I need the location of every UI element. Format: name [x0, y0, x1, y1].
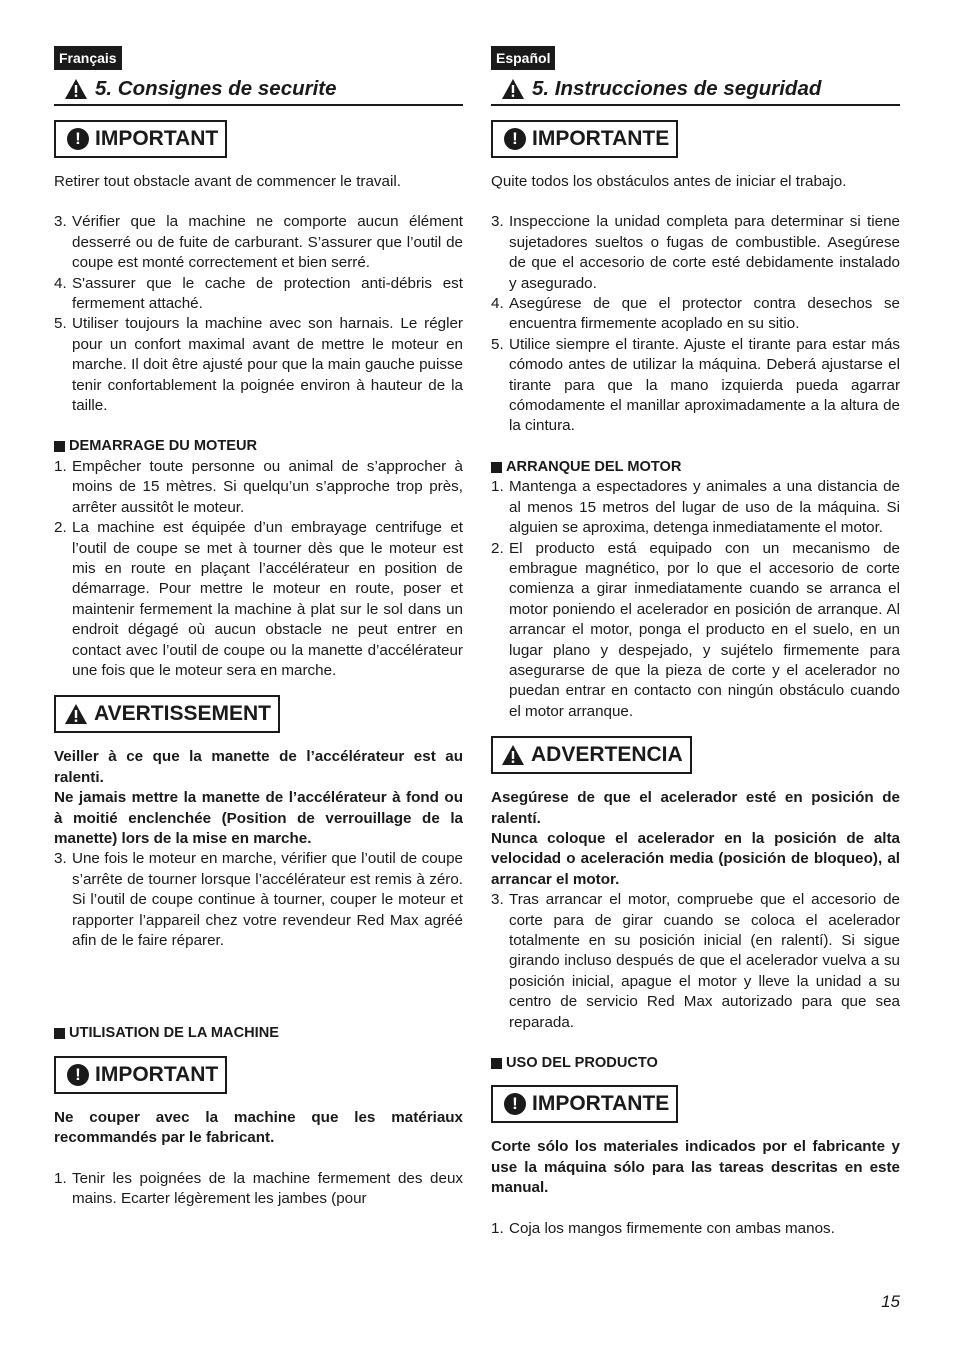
section-title-text: 5. Instrucciones de seguridad — [532, 77, 822, 100]
list-item: 1. Mantenga a espectadores y animales a una distancia de al menos 15 metros del lugar de uso de la máquina. Si alguien se aproxima, detenga inmediatamente el motor. — [491, 478, 900, 537]
important-notice — [54, 120, 227, 158]
list-item: 2. La machine est équipée d’un embrayage centrifuge et l’outil de coupe se met à tourner dès que le moteur est mis en route en plaçant l’accélérateur en position de démarrage. Pour mettre le moteur en route, poser et maintenir fermement la machine à plat sur le sol dans un endroit dégagé où aucun obstacle ne peut entrer en contact avec l’outil de coupe ou la manette d’accélérateur une fois que le moteur sera en marche. — [54, 519, 463, 679]
list-item: 2. El producto está equipado con un mecanismo de embrague magnético, por lo que el accesorio de corte comienza a girar inmediatamente cuando se arranca el motor poniendo el acelerador en posición de arranque. Al arrancar el motor, ponga el producto en el suelo, en un lugar plano y despejado, y sujételo firmemente para asegurarse de que la pieza de corte y el acelerador no puedan entrar en contacto con ningún obstáculo cuando el motor arranque. — [491, 539, 900, 720]
exclamation-icon: ! — [504, 128, 526, 150]
start-steps — [491, 477, 900, 722]
square-bullet-icon — [54, 441, 65, 452]
language-tag: Español — [491, 46, 555, 70]
list-item: 1. Coja los mangos firmemente con ambas manos. — [491, 1219, 835, 1237]
warning-triangle-icon — [501, 744, 525, 766]
list-item: 3. Tras arrancar el motor, compruebe que el accesorio de corte para de girar cuando se coloca el acelerador totalmente en su posición inicial (en ralentí). Si sigue girando incluso después de que el acelerador vuelva a su posición inicial, apague el motor y lleve la unidad a su centro de servicio Red Max autorizado para que sea reparada. — [491, 891, 900, 1031]
after-start-steps — [491, 890, 900, 1033]
warning-label: ADVERTENCIA — [531, 742, 683, 766]
warning-triangle-icon — [64, 703, 88, 725]
warning-text: Veiller à ce que la manette de l’accélérateur est au ralenti. — [54, 748, 463, 786]
language-tag: Français — [54, 46, 122, 70]
section-title-text: 5. Consignes de securite — [95, 77, 337, 100]
list-item: 4. S'assurer que le cache de protection anti-débris est fermement attaché. — [54, 274, 463, 313]
warning-text: Asegúrese de que el acelerador esté en posición de ralentí. — [491, 789, 900, 827]
section-title — [491, 76, 900, 106]
page-number: 15 — [881, 1292, 900, 1311]
start-steps — [54, 457, 463, 681]
list-item: 5. Utilice siempre el tirante. Ajuste el tirante para estar más cómodo antes de utilizar la máquina. Deberá ajustarse el tirante para que la mano izquierda pueda agarrar cómodamente el manillar aproximadamente a la altura de la cintura. — [491, 335, 900, 435]
list-item: 3. Une fois le moteur en marche, vérifier que l’outil de coupe s’arrête de tourner lorsque l’accélérateur est remis à zéro. Si l’outil de coupe continue à tourner, couper le moteur et rapporter l’appareil chez votre revendeur Red Max agréé afin de le faire réparer. — [54, 850, 463, 949]
warning-triangle-icon — [501, 78, 525, 100]
warning-triangle-icon — [64, 78, 88, 100]
warning-notice — [491, 736, 692, 774]
important-label: IMPORTANTE — [532, 126, 670, 150]
subhead-use: UTILISATION DE LA MACHINE — [54, 1023, 463, 1043]
use-steps — [54, 1169, 463, 1210]
square-bullet-icon — [491, 462, 502, 473]
important-text: Corte sólo los materiales indicados por el fabricante y use la máquina sólo para las tareas descritas en este manual. — [491, 1138, 900, 1197]
square-bullet-icon — [54, 1028, 65, 1039]
important-label: IMPORTANT — [95, 1062, 219, 1086]
subhead-start-engine: ARRANQUE DEL MOTOR — [491, 457, 900, 477]
exclamation-icon: ! — [67, 1064, 89, 1086]
warning-notice — [54, 695, 280, 733]
use-steps — [491, 1219, 900, 1239]
list-item: 1. Tenir les poignées de la machine fermement des deux mains. Ecarter légèrement les jambes (pour — [54, 1169, 463, 1208]
subhead-start-engine: DEMARRAGE DU MOTEUR — [54, 436, 463, 456]
subhead-use: USO DEL PRODUCTO — [491, 1053, 900, 1073]
exclamation-icon: ! — [504, 1093, 526, 1115]
checklist — [491, 212, 900, 436]
list-item: 3. Vérifier que la machine ne comporte aucun élément desserré ou de fuite de carburant. S’assurer que l’outil de coupe est monté correctement et bien serré. — [54, 213, 463, 272]
checklist — [54, 212, 463, 416]
section-title — [54, 76, 463, 106]
spanish-column — [491, 46, 900, 1239]
warning-label: AVERTISSEMENT — [94, 702, 271, 726]
list-item: 5. Utiliser toujours la machine avec son harnais. Le régler pour un confort maximal avant de mettre le moteur en marche. Il doit être ajusté pour que la main gauche puisse tenir confortablement la poignée environ à hauteur de la taille. — [54, 315, 463, 415]
warning-text: Ne jamais mettre la manette de l’accélérateur à fond ou à moitié enclenchée (Position de verrouillage de la manette) lors de la mise en marche. — [54, 789, 463, 847]
important-label: IMPORTANT — [95, 126, 219, 150]
list-item: 1. Empêcher toute personne ou animal de s’approcher à moins de 15 mètres. Si quelqu’un s’approche trop près, arrêter aussitôt le moteur. — [54, 457, 463, 516]
important-notice — [491, 1085, 678, 1123]
exclamation-icon: ! — [67, 128, 89, 150]
french-column — [54, 46, 463, 1209]
important-text: Ne couper avec la machine que les matériaux recommandés par le fabricant. — [54, 1108, 463, 1147]
important-notice — [54, 1056, 227, 1094]
important-notice — [491, 120, 678, 158]
after-start-steps — [54, 849, 463, 951]
square-bullet-icon — [491, 1058, 502, 1069]
intro-text: Quite todos los obstáculos antes de iniciar el trabajo. — [491, 173, 847, 190]
list-item: 4. Asegúrese de que el protector contra desechos se encuentra firmemente acoplado en su sitio. — [491, 295, 900, 333]
important-label: IMPORTANTE — [532, 1092, 670, 1116]
warning-text: Nunca coloque el acelerador en la posición de alta velocidad o aceleración media (posición de bloqueo), al arrancar el motor. — [491, 829, 900, 888]
list-item: 3. Inspeccione la unidad completa para determinar si tiene sujetadores sueltos o fugas de combustible. Asegúrese de que el accesorio de corte esté debidamente instalado y asegurado. — [491, 213, 900, 292]
intro-text: Retirer tout obstacle avant de commencer le travail. — [54, 173, 401, 190]
